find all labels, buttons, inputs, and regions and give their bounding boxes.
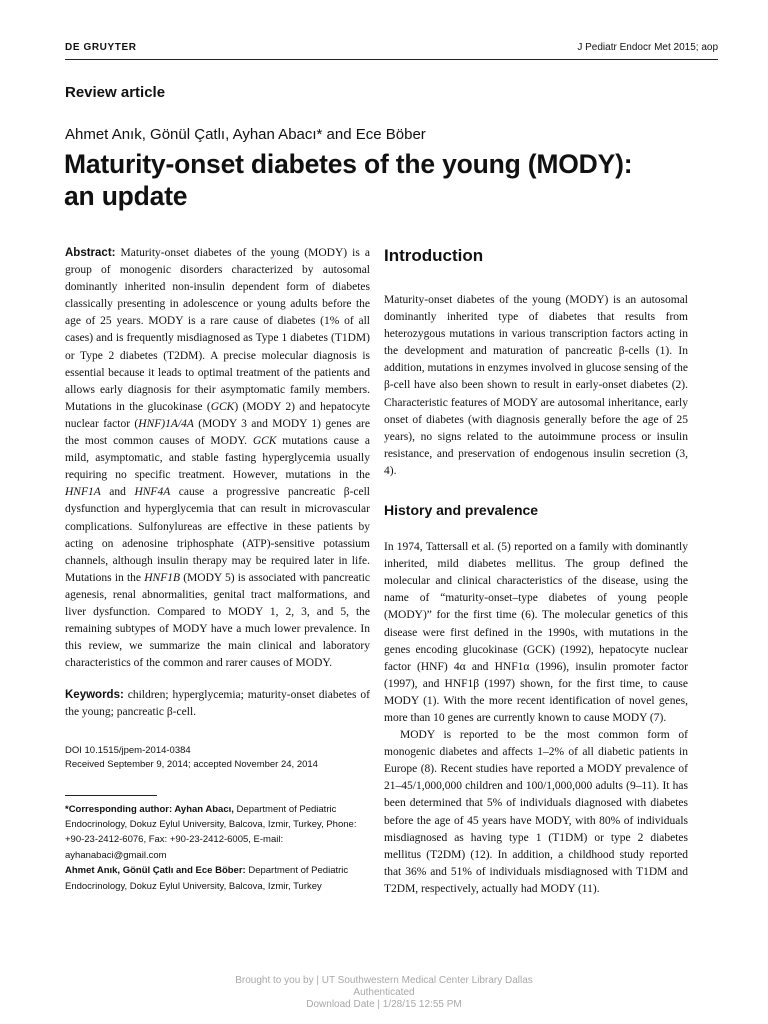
journal-citation: J Pediatr Endocr Met 2015; aop <box>577 42 718 53</box>
title-line-1: Maturity-onset diabetes of the young (MODY): <box>64 149 633 179</box>
correspondence-note <box>65 802 370 894</box>
footer-line-2: Authenticated <box>353 987 415 998</box>
download-footer <box>0 975 768 1011</box>
corresponding-author-label: *Corresponding author: Ayhan Abacı, <box>65 803 234 815</box>
gene-name: HNF1A <box>65 486 101 499</box>
publisher-logo: DE GRUYTER <box>65 42 137 53</box>
keywords-label: Keywords: <box>65 689 124 702</box>
history-paragraph-2: MODY is reported to be the most common form of monogenic diabetes and affects 1–2% of all diabetic patients in Europe (8). Recent studies have reported a MODY prevalence of 21–45/1,000,000 children and 100/1,000,000 adults (9–11). It has been determined that 5% of individuals diagnosed with diabetes before the age of 45 years have MODY, with 80% of individuals misdiagnosed as having type 1 (T1DM) or type 2 diabetes mellitus (T2DM) (12). In addition, a childhood study reported that 36% and 51% of individuals misdiagnosed with T1DM and T2DM, respectively, actually had MODY (11). <box>384 729 688 895</box>
introduction-paragraph: Maturity-onset diabetes of the young (MODY) is an autosomal dominantly inherited type of diabetes that results from heterozygous mutations in various transcription factors acting in the development and maturation of pancreatic β-cells (1). In addition, mutations in enzymes involved in glucose sensing of the β-cell have also been shown to result in early-onset diabetes (2). Characteristic features of MODY are autosomal inheritance, early onset of diabetes (with diagnosis generally before the age of 25 years), no signs related to the autoimmune process or insulin resistance, and preservation of endogenous insulin secretion (3, 4). <box>384 294 688 477</box>
abstract-text: Maturity-onset diabetes of the young (MODY) is a group of monogenic disorders characterized by autosomal dominantly inherited non-insulin dependent form of diabetes classically presenting in adolescence or young adults before the age of 25 years. MODY is a rare cause of diabetes (1% of all cases) and is frequently misdiagnosed as Type 1 diabetes (T1DM) or Type 2 diabetes (T2DM). A precise molecular diagnosis is essential because it leads to optimal treatment of the patients and allows early diagnosis for their asymptomatic family members. Mutations in the glucokinase ( <box>65 247 370 413</box>
abstract-text: cause a progressive pancreatic β-cell dysfunction and hyperglycemia that can result in microvascular complications. Sulfonylureas are effective in these patients by acting on adenosine triphosphate (ATP)-sensitive potassium channels, although insulin therapy may be required later in life. Mutations in the <box>65 486 370 584</box>
left-column <box>65 245 370 894</box>
corresponding-author-text: Department of Pediatric Endocrinology, Dokuz Eylul University, Balcova, Izmir, Turkey, Phone: +90-23-2412-6076, Fax: +90-23-2412-6005, E-mail: ayhanabaci@gmail.com <box>65 803 357 861</box>
footer-line-1: Brought to you by | UT Southwestern Medical Center Library Dallas <box>235 975 533 986</box>
abstract-label: Abstract: <box>65 247 116 259</box>
abstract-text: ) (MODY 2) and hepatocyte nuclear factor ( <box>65 400 370 430</box>
gene-name: GCK <box>252 435 277 448</box>
history-paragraph-1: In 1974, Tattersall et al. (5) reported on a family with dominantly inherited, mild diabetes mellitus. The group defined the molecular and clinical characteristics of the disease, using the name of “maturity-onset–type diabetes of young people (MODY)” for the first time (6). The molecular genetics of this disease were first defined in the 1990s, with mutations in the genes encoding glucokinase (GCK) (1992), hepatocyte nuclear factor (HNF) 4α and HNF1α (1996), insulin promoter factor (1997), and HNF1β (1997) shown, for the first time, to cause MODY (1). With the more recent identification of novel genes, more than 10 genes are currently known to cause MODY (7). <box>384 541 688 724</box>
author-list: Ahmet Anık, Gönül Çatlı, Ayhan Abacı* and Ece Böber <box>65 126 426 143</box>
gene-name: HNF1B <box>144 571 181 584</box>
right-column <box>384 244 688 898</box>
gene-name: HNF4A <box>134 486 171 499</box>
title-line-2: an update <box>64 181 188 211</box>
footer-line-3: Download Date | 1/28/15 12:55 PM <box>306 999 462 1010</box>
abstract-text: (MODY 5) is associated with pancreatic agenesis, renal abnormalities, genital tract malformations, and liver dysfunction. Compared to MODY 1, 2, 3, and 5, the remaining subtypes of MODY have a much lower prevalence. In this review, we summarize the main clinical and laboratory characteristics of the common and rarer causes of MODY. <box>65 571 370 670</box>
keywords <box>65 687 370 721</box>
abstract <box>65 245 370 672</box>
section-heading-history: History and prevalence <box>384 502 539 519</box>
article-title <box>64 148 704 212</box>
gene-name: HNF)1A/4A <box>138 417 194 430</box>
coauthors-label: Ahmet Anık, Gönül Çatlı and Ece Böber: <box>65 865 246 877</box>
section-heading-introduction: Introduction <box>384 246 484 265</box>
header-rule <box>65 59 718 60</box>
gene-name: GCK <box>210 400 235 413</box>
doi-link[interactable]: DOI 10.1515/jpem-2014-0384 <box>65 744 191 756</box>
footnote-rule <box>65 795 157 796</box>
abstract-text: mutations cause a mild, asymptomatic, and stable fasting hyperglycemia usually requiring no specific treatment. However, mutations in the <box>65 435 370 482</box>
article-dates: Received September 9, 2014; accepted November 24, 2014 <box>65 759 318 771</box>
keywords-text: children; hyperglycemia; maturity-onset diabetes of the young; pancreatic β-cell. <box>65 689 370 719</box>
coauthors-affiliation: Department of Pediatric Endocrinology, Dokuz Eylul University, Balcova, Izmir, Turkey <box>65 865 349 892</box>
article-type: Review article <box>65 84 166 101</box>
abstract-text: (MODY 3 and MODY 1) genes are the most common causes of MODY. <box>65 417 370 448</box>
abstract-text: and <box>100 486 135 499</box>
article-meta <box>65 744 370 773</box>
